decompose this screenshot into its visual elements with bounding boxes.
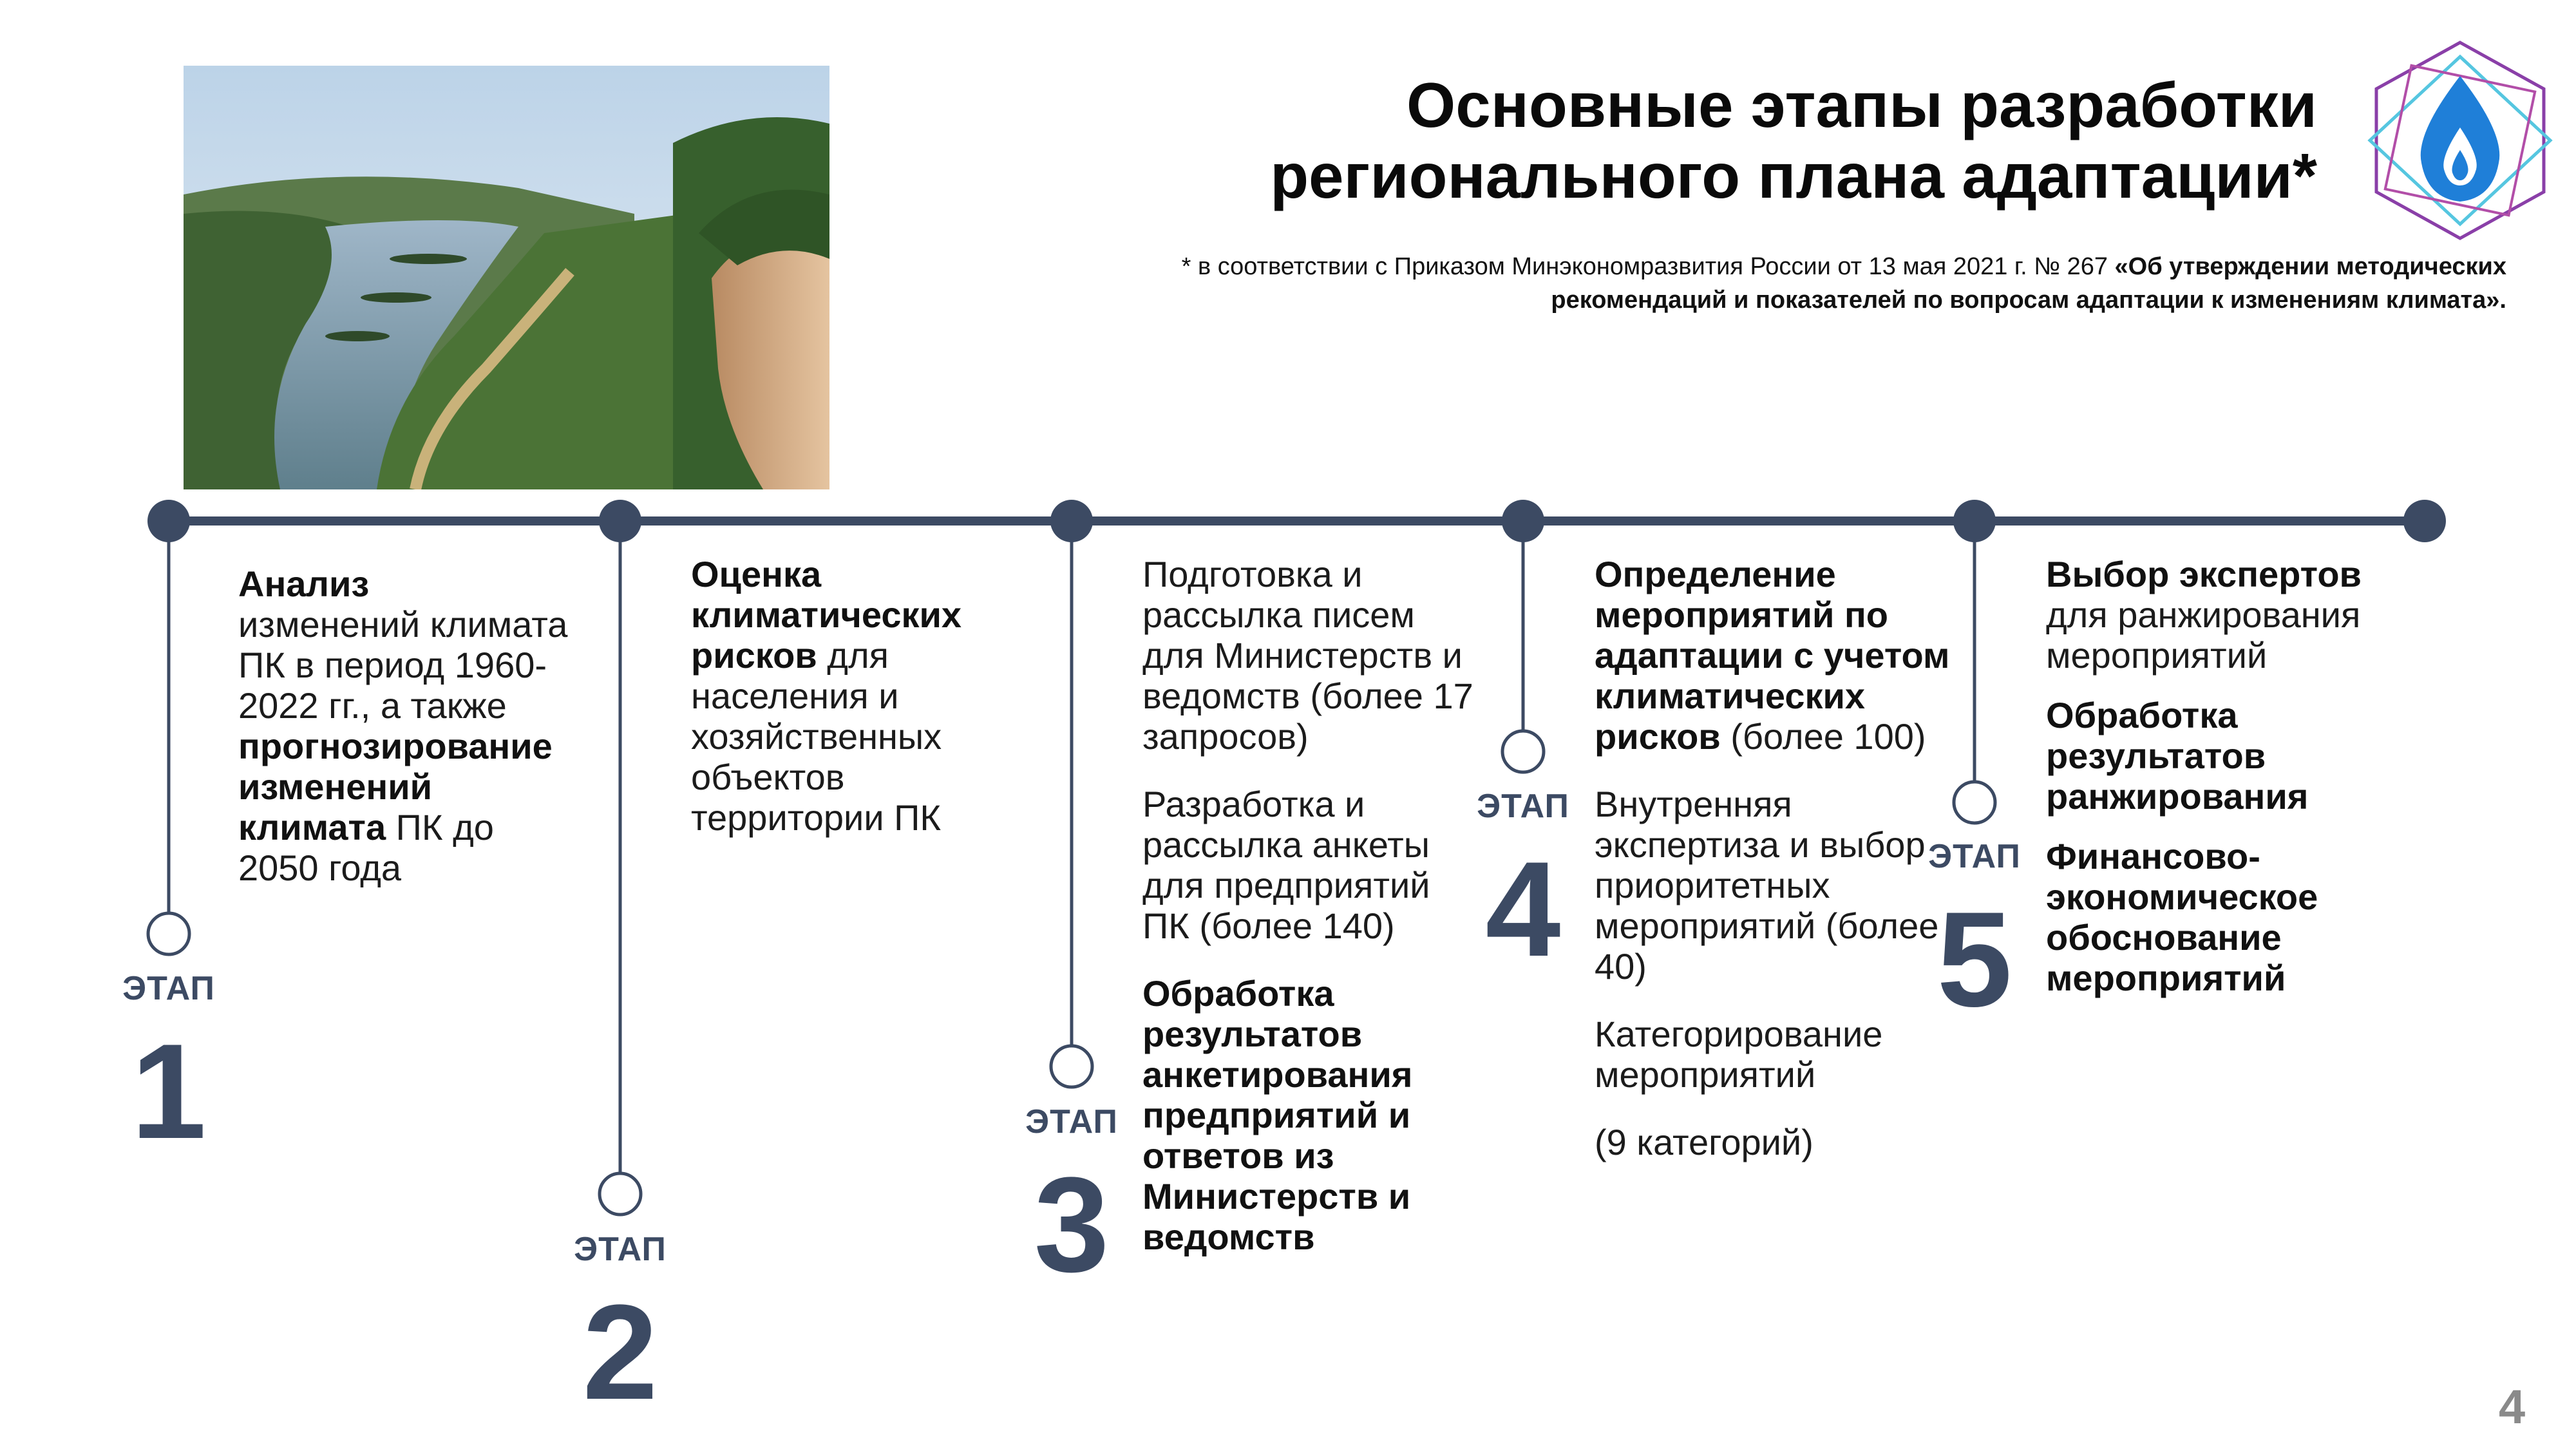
- stage-3-item-3: Обработка результатов анкетирования предприятий и ответов из Министерств и ведомств: [1142, 973, 1413, 1257]
- stage-1-marker: [148, 913, 189, 954]
- stage-1-text-1: изменений климата ПК в период 1960-2022 гг., а также: [238, 604, 568, 726]
- stage-2-description: [691, 554, 1026, 865]
- footnote-order-title-1: «Об утверждении методических: [2114, 253, 2506, 280]
- flame-drop-logo: [2357, 37, 2563, 243]
- stage-1-text-2: ПК до 2050 года: [238, 807, 494, 888]
- title-line-2: регионального плана адаптации*: [1270, 140, 2317, 211]
- stage-1-description: [238, 564, 573, 915]
- footnote-order-title-2: рекомендаций и показателей по вопросам адаптации к изменениям климата».: [1551, 287, 2506, 314]
- title-line-1: Основные этапы разработки: [1406, 70, 2317, 140]
- stage-4-bold-1: Определение мероприятий по адаптации с учетом климатических рисков: [1595, 554, 1950, 757]
- stage-4-item-2: Внутренняя экспертиза и выбор приоритетных мероприятий (более 40): [1595, 784, 1939, 987]
- stage-1-label: ЭТАП: [122, 970, 215, 1007]
- stage-5-text-1: для ранжирования мероприятий: [2046, 594, 2361, 676]
- stage-2-number: 2: [582, 1276, 658, 1428]
- stage-3-item-1: Подготовка и рассылка писем для Министерств и ведомств (более 17 запросов): [1142, 554, 1473, 757]
- stage-5-bold-1: Выбор экспертов: [2046, 554, 2362, 594]
- stage-3-label: ЭТАП: [1025, 1103, 1118, 1141]
- page-number: 4: [2499, 1380, 2526, 1434]
- stage-4-marker: [1502, 731, 1544, 772]
- stage-2-bold-1: Оценка климатических рисков: [691, 554, 962, 676]
- stage-5-description: [2046, 554, 2407, 1025]
- river-landscape-photo: [184, 66, 829, 489]
- stage-1-bold-1: Анализ: [238, 564, 370, 604]
- footnote: [832, 250, 2506, 317]
- stage-2-label: ЭТАП: [574, 1231, 667, 1268]
- stage-4-item-3: Категорирование мероприятий: [1595, 1014, 1883, 1095]
- page-title: [900, 70, 2317, 211]
- stage-3-number: 3: [1034, 1149, 1110, 1300]
- stage-4-number: 4: [1485, 833, 1561, 985]
- stage-1-bold-2: прогнозирование изменений климата: [238, 726, 553, 848]
- stage-2-text-1: для населения и хозяйственных объектов территории ПК: [691, 635, 942, 838]
- stage-5-item-3: Финансово-экономическое обоснование мероприятий: [2046, 836, 2318, 998]
- stage-5-number: 5: [1937, 884, 2012, 1035]
- stage-3-marker: [1051, 1046, 1092, 1087]
- stage-4-description: [1595, 554, 1955, 1189]
- stage-4-item-4: (9 категорий): [1595, 1122, 1814, 1162]
- stage-3-item-2: Разработка и рассылка анкеты для предприятий ПК (более 140): [1142, 784, 1430, 946]
- stage-2-marker: [600, 1173, 641, 1215]
- stage-4-text-1: (более 100): [1720, 716, 1926, 757]
- stage-5-label: ЭТАП: [1928, 838, 2021, 875]
- stage-1-number: 1: [131, 1016, 207, 1167]
- stage-5-item-2: Обработка результатов ранжирования: [2046, 695, 2309, 817]
- stage-3-description: [1142, 554, 1477, 1284]
- footnote-text: * в соответствии с Приказом Минэкономразвития России от 13 мая 2021 г. № 267: [1181, 253, 2115, 280]
- stage-4-label: ЭТАП: [1477, 788, 1569, 825]
- stage-5-marker: [1954, 782, 1995, 823]
- timeline-node: [2403, 500, 2446, 542]
